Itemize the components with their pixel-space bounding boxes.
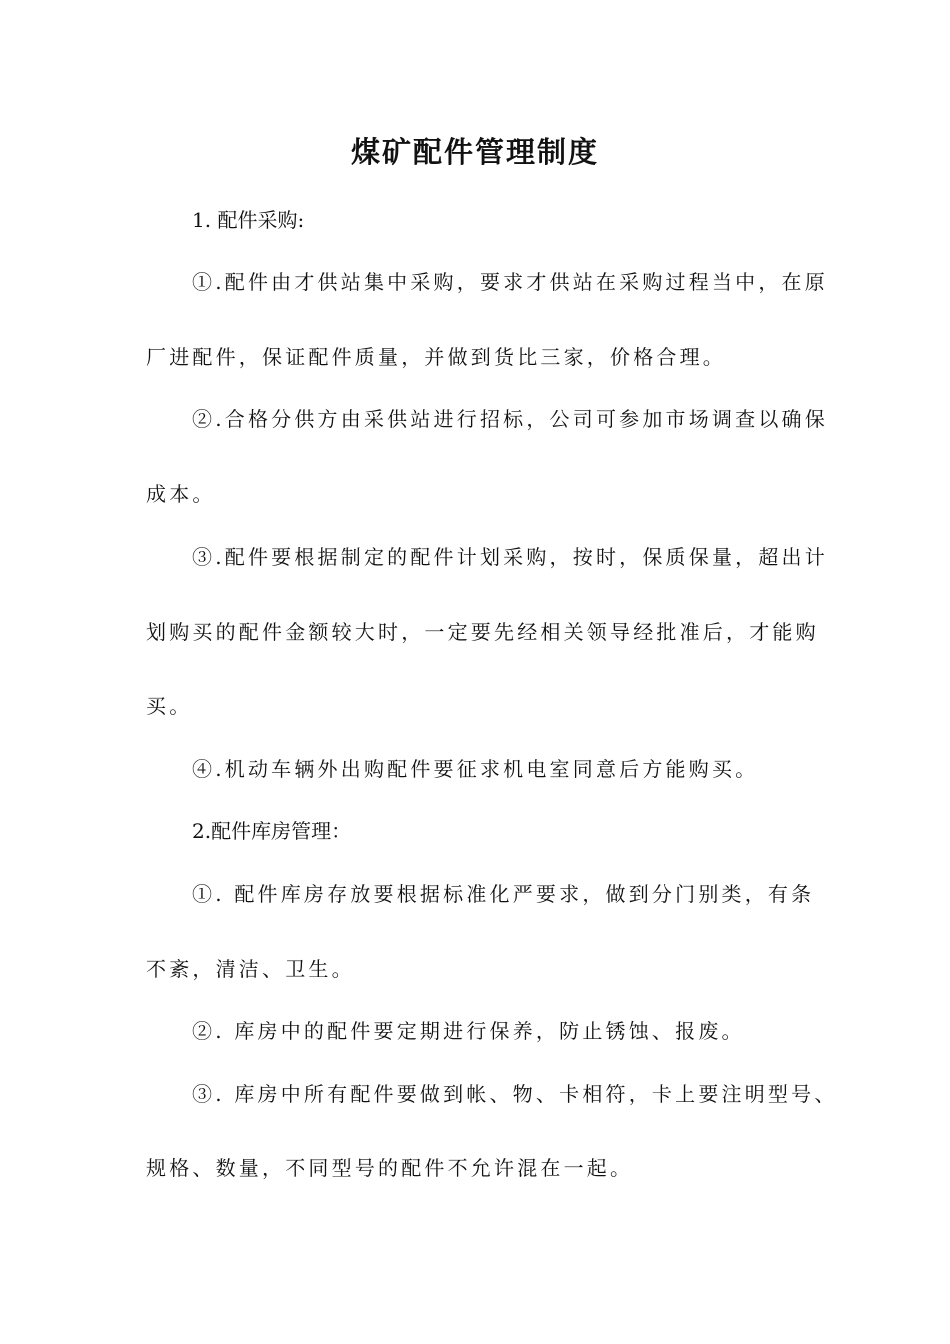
paragraph-line: ④.机动车辆外出购配件要征求机电室同意后方能购买。 — [192, 757, 759, 781]
section-heading-storage: 2.配件库房管理： — [192, 819, 352, 843]
paragraph-line: ②.合格分供方由采供站进行招标，公司可参加市场调查以确保 — [192, 407, 828, 431]
paragraph-line: 划购买的配件金额较大时，一定要先经相关领导经批准后，才能购 — [146, 620, 819, 644]
paragraph-line: 厂进配件，保证配件质量，并做到货比三家，价格合理。 — [146, 345, 726, 369]
paragraph-line: 买。 — [146, 694, 193, 718]
paragraph-line: ②. 库房中的配件要定期进行保养，防止锈蚀、报废。 — [192, 1019, 745, 1043]
section-heading-procurement: 1. 配件采购: — [192, 208, 305, 232]
paragraph-line: 不紊，清洁、卫生。 — [146, 957, 355, 981]
paragraph-line: ①.配件由才供站集中采购，要求才供站在采购过程当中，在原 — [192, 270, 828, 294]
paragraph-line: ③. 库房中所有配件要做到帐、物、卡相符，卡上要注明型号、 — [192, 1082, 838, 1106]
paragraph-line: 规格、数量，不同型号的配件不允许混在一起。 — [146, 1156, 634, 1180]
paragraph-line: 成本。 — [146, 482, 216, 506]
paragraph-line: ③.配件要根据制定的配件计划采购，按时，保质保量，超出计 — [192, 545, 828, 569]
paragraph-line: ①. 配件库房存放要根据标准化严要求，做到分门别类，有条 — [192, 882, 815, 906]
document-title: 煤矿配件管理制度 — [350, 135, 599, 169]
